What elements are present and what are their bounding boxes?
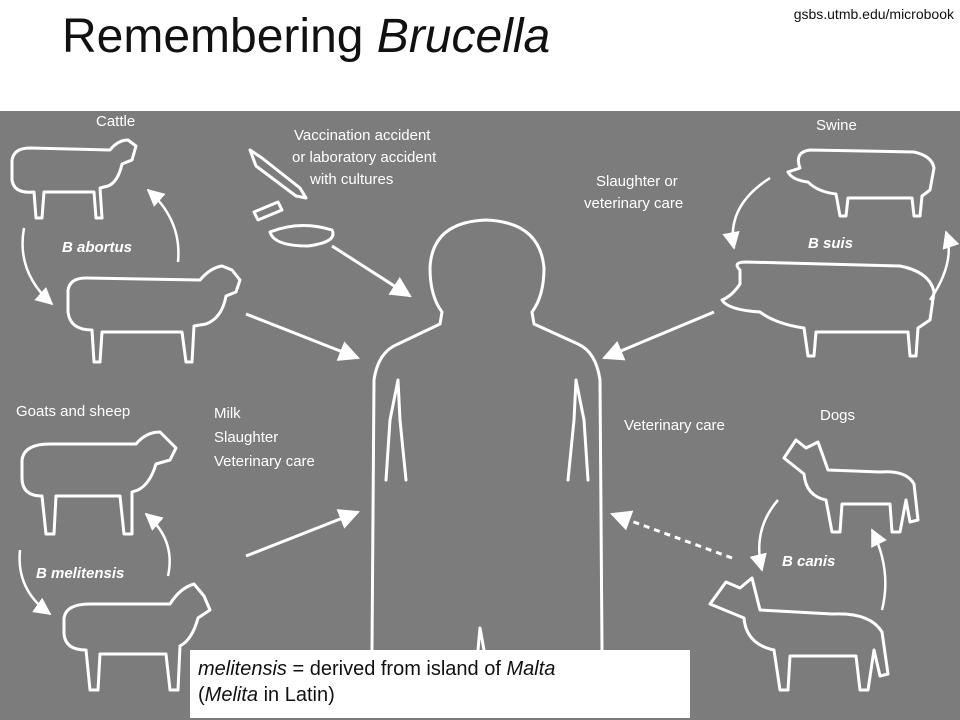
label-milk-slaughter: Slaughter [214, 429, 279, 446]
cycle-arrow-goat-up [146, 514, 170, 576]
title-italic: Brucella [376, 10, 551, 63]
label-slaughter-2: veterinary care [584, 195, 684, 212]
caption-paren: ( [198, 684, 205, 706]
title-plain: Remembering [62, 10, 377, 63]
cattle-top-icon [12, 140, 136, 218]
cycle-arrow-goat-down [20, 550, 50, 614]
dog-bottom-icon [710, 578, 888, 690]
human-arm-right [568, 380, 588, 480]
caption-derived: = derived from island of [286, 658, 507, 680]
label-vaccination-3: with cultures [310, 171, 394, 188]
vial-icon [254, 202, 282, 220]
label-b-canis: B canis [782, 553, 836, 570]
cycle-arrow-cattle-down [23, 228, 52, 304]
arrow-swine [604, 312, 714, 358]
caption-line-1 [198, 656, 690, 682]
arrow-cattle [246, 314, 358, 358]
swine-top-icon [788, 150, 934, 216]
label-vaccination-2: or laboratory accident [292, 149, 437, 166]
label-goats: Goats and sheep [16, 403, 131, 420]
label-b-abortus: B abortus [62, 239, 133, 256]
sheep-icon [22, 432, 176, 534]
human-arm-left [386, 380, 406, 480]
label-dogs: Dogs [820, 407, 856, 424]
goat-icon [64, 584, 210, 690]
cattle-bottom-icon [68, 266, 240, 362]
label-milk: Milk [214, 405, 241, 422]
arrow-dogs [612, 514, 732, 558]
label-swine: Swine [816, 117, 857, 134]
label-vaccination-1: Vaccination accident [294, 127, 431, 144]
caption-latin: in Latin) [258, 684, 335, 706]
dog-top-icon [784, 440, 918, 532]
page-title [62, 8, 550, 66]
cycle-arrow-dog-down [759, 500, 778, 570]
label-cattle: Cattle [96, 113, 136, 130]
caption-melita: Melita [204, 684, 259, 706]
petri-dish-icon [270, 225, 333, 246]
human-legs [478, 628, 484, 650]
caption [190, 650, 690, 718]
diagram-panel [0, 111, 960, 720]
caption-malta: Malta [506, 658, 556, 680]
caption-melitensis: melitensis [198, 658, 287, 680]
arrow-vaccination [332, 246, 410, 296]
label-b-melitensis: B melitensis [36, 565, 125, 582]
label-veterinary-care: Veterinary care [624, 417, 725, 434]
label-milk-veterinary: Veterinary care [214, 453, 315, 470]
cycle-arrow-dog-up [872, 530, 885, 610]
arrow-goats [246, 512, 358, 556]
caption-line-2 [198, 682, 690, 708]
swine-bottom-icon [722, 262, 934, 356]
label-slaughter-1: Slaughter or [596, 173, 678, 190]
cycle-arrow-cattle-up [148, 190, 178, 262]
human-silhouette [372, 220, 602, 650]
label-b-suis: B suis [808, 235, 854, 252]
cycle-arrow-swine-down [733, 178, 770, 248]
source-url: gsbs.utmb.edu/microbook [793, 6, 954, 22]
transmission-diagram [0, 111, 960, 720]
